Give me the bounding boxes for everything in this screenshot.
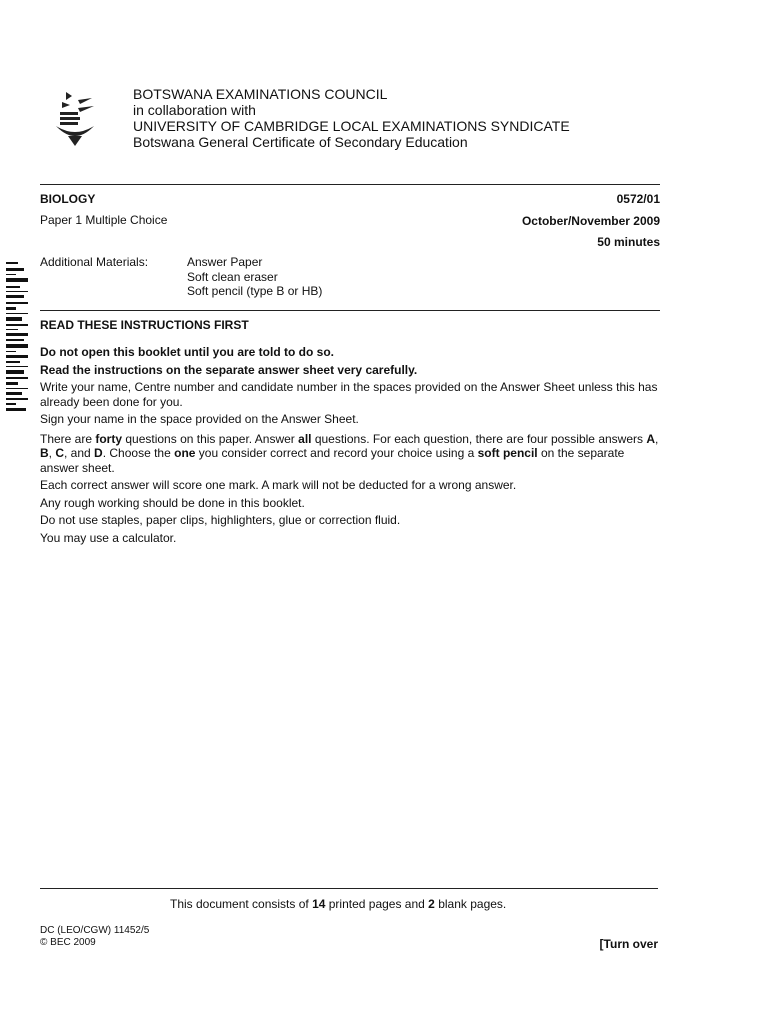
footer-divider <box>40 888 658 889</box>
instruction-sign-name: Sign your name in the space provided on the Answer Sheet. <box>40 412 359 426</box>
paper-title: Paper 1 Multiple Choice <box>40 213 168 227</box>
instruction-marking: Each correct answer will score one mark. A mark will not be deducted for a wrong answer. <box>40 478 517 492</box>
instruction-no-staples: Do not use staples, paper clips, highlighters, glue or correction fluid. <box>40 513 401 527</box>
syndicate-name: UNIVERSITY OF CAMBRIDGE LOCAL EXAMINATIONS SYNDICATE <box>133 118 570 134</box>
instruction-rough-working: Any rough working should be done in this booklet. <box>40 495 305 510</box>
instructions-heading: READ THESE INSTRUCTIONS FIRST <box>40 318 249 332</box>
instruction-write-name: Write your name, Centre number and candidate number in the spaces provided on the Answer Sheet unless this has already been done for you. <box>40 380 658 409</box>
document-reference: DC (LEO/CGW) 11452/5 <box>40 925 150 936</box>
instruction-read-answer-sheet: Read the instructions on the separate answer sheet very carefully. <box>40 362 418 377</box>
materials-label: Additional Materials: <box>40 255 149 269</box>
council-name: BOTSWANA EXAMINATIONS COUNCIL <box>133 86 388 102</box>
materials-item: Answer Paper <box>187 255 263 269</box>
paper-code: 0572/01 <box>616 192 660 206</box>
certificate-name: Botswana General Certificate of Secondary Education <box>133 134 468 150</box>
instructions-body <box>40 345 662 545</box>
exam-session: October/November 2009 <box>521 214 660 228</box>
copyright: © BEC 2009 <box>40 937 96 948</box>
subject: BIOLOGY <box>40 192 96 206</box>
page-count: This document consists of 14 printed pages and 2 blank pages. <box>170 897 507 911</box>
collaboration-text: in collaboration with <box>133 102 256 118</box>
instruction-do-not-open: Do not open this booklet until you are told to do so. <box>40 345 334 359</box>
instruction-calculator: You may use a calculator. <box>40 530 177 545</box>
instruction-questions: There are forty questions on this paper. Answer all questions. For each question, there are four possible answers A, B, C, and D. Choose the one you consider correct and record your choice using a soft pencil on the separate answer sheet. <box>40 431 659 475</box>
middle-divider <box>40 310 660 311</box>
top-divider <box>40 184 660 185</box>
bec-emblem-icon <box>52 86 98 150</box>
barcode-icon <box>6 262 32 414</box>
exam-duration: 50 minutes <box>597 235 660 249</box>
materials-item: Soft pencil (type B or HB) <box>187 284 323 298</box>
turn-over: [Turn over <box>599 937 658 951</box>
materials-item: Soft clean eraser <box>187 269 278 284</box>
